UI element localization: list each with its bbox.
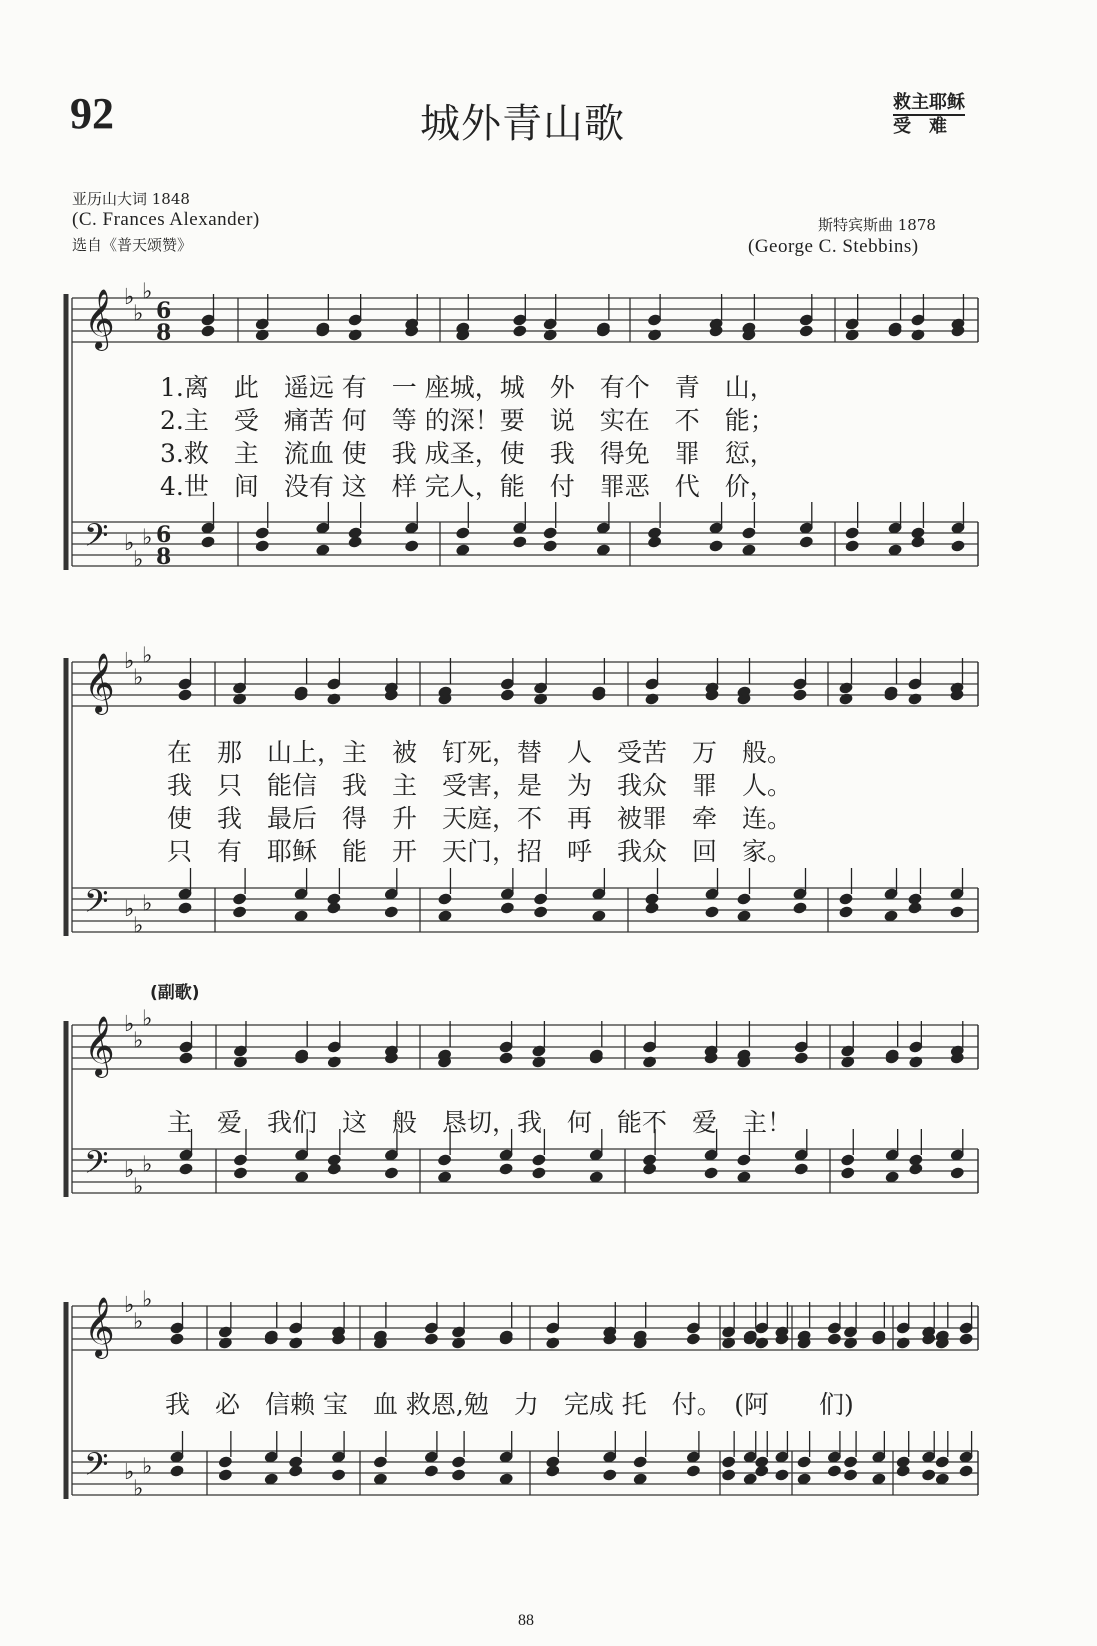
note-head [794, 1052, 808, 1065]
note-head [603, 1469, 617, 1482]
verse-2-line-1: 2.主 受 痛苦 何 等 的深！要 说 实在 不 能； [160, 406, 775, 435]
clefs [84, 280, 171, 1502]
note-head [500, 689, 514, 702]
note-head [331, 1469, 345, 1482]
note-head [633, 1456, 647, 1469]
note-head [533, 893, 547, 906]
flat-sign: ♭ [133, 1174, 144, 1200]
note-head [794, 1163, 808, 1176]
note-head [424, 1465, 438, 1478]
note-head [178, 689, 192, 702]
note-head [799, 536, 813, 549]
note-head [845, 540, 859, 553]
flat-sign: ♭ [124, 649, 135, 674]
note-head [451, 1469, 465, 1482]
note-head [686, 1465, 700, 1478]
note-head [533, 906, 547, 919]
note-head [255, 540, 269, 553]
note-head [705, 906, 719, 919]
note-head [737, 893, 751, 906]
note-head [513, 536, 527, 549]
chorus-line-1: 主 爱 我们 这 般 恳切，我 何 能不 爱 主！ [167, 1108, 793, 1137]
note-head [232, 893, 246, 906]
note-head [289, 1465, 303, 1478]
note-head [255, 527, 269, 540]
note-head [709, 540, 723, 553]
note-head [950, 1167, 964, 1180]
note-head [373, 1456, 387, 1469]
flat-sign: ♭ [133, 301, 144, 327]
treble-clef: 𝄞 [84, 289, 115, 349]
chorus-line-2: 我 必 信赖 宝 血 救恩,勉 力 完成 托 付。 (阿 们) [165, 1390, 854, 1419]
flat-sign: ♭ [142, 1287, 153, 1313]
bass-clef: 𝄢 [84, 517, 109, 561]
flat-sign: ♭ [142, 525, 153, 551]
note-head [843, 1469, 857, 1482]
verse-3-line-1: 3.救 主 流血 使 我 成圣，使 我 得免 罪 愆， [160, 439, 775, 468]
note-head [704, 1167, 718, 1180]
note-head [896, 1465, 910, 1478]
note-head [546, 1465, 560, 1478]
note-head [232, 906, 246, 919]
flat-sign: ♭ [142, 1006, 153, 1032]
flat-sign: ♭ [142, 279, 153, 305]
note-head [737, 1154, 751, 1167]
note-head [179, 1052, 193, 1065]
note-head [799, 325, 813, 338]
verse-1-line-2: 在 那 山上，主 被 钉死，替 人 受苦 万 般。 [167, 738, 793, 767]
note-head [438, 893, 452, 906]
flat-sign: ♭ [133, 547, 144, 573]
note-head [543, 540, 557, 553]
treble-clef: 𝄞 [84, 1016, 115, 1076]
note-head [841, 1167, 855, 1180]
flat-sign: ♭ [124, 1158, 135, 1183]
verse-2-line-2: 我 只 能信 我 主 受害，是 为 我众 罪 人。 [167, 771, 793, 800]
note-head [755, 1465, 769, 1478]
category-line-2: 受 难 [893, 116, 947, 137]
note-head [827, 1333, 841, 1346]
flat-sign: ♭ [124, 285, 135, 310]
note-head [911, 536, 925, 549]
time-signature-bottom: 8 [156, 544, 172, 570]
note-head [908, 902, 922, 915]
note-head [827, 1465, 841, 1478]
flat-sign: ♭ [142, 1152, 153, 1178]
note-head [178, 902, 192, 915]
page-number: 88 [518, 1612, 534, 1629]
note-head [543, 527, 557, 540]
flat-sign: ♭ [133, 1309, 144, 1335]
verse-4-line-2: 只 有 耶稣 能 开 天门，招 呼 我众 回 家。 [167, 837, 793, 866]
note-head [642, 1163, 656, 1176]
note-head [233, 1167, 247, 1180]
note-head [170, 1333, 184, 1346]
note-head [499, 1163, 513, 1176]
hymn-number: 92 [70, 89, 114, 138]
flat-sign: ♭ [133, 1028, 144, 1054]
bass-clef: 𝄢 [84, 1446, 109, 1490]
flat-sign: ♭ [124, 1293, 135, 1318]
note-head [793, 689, 807, 702]
words-credit-en: (C. Frances Alexander) [72, 209, 260, 230]
bass-clef: 𝄢 [84, 1144, 109, 1188]
note-head [959, 1465, 973, 1478]
note-head [686, 1333, 700, 1346]
note-head [405, 540, 419, 553]
note-head [201, 536, 215, 549]
note-head [909, 1163, 923, 1176]
note-head [499, 1052, 513, 1065]
note-head [179, 1163, 193, 1176]
note-head [532, 1167, 546, 1180]
flat-sign: ♭ [133, 1476, 144, 1502]
note-head [721, 1469, 735, 1482]
time-signature-bottom: 8 [156, 320, 172, 346]
flat-sign: ♭ [133, 665, 144, 691]
music-credit-cn: 斯特宾斯曲 1878 [818, 216, 936, 234]
note-head [424, 1333, 438, 1346]
note-head [348, 536, 362, 549]
note-head [935, 1456, 949, 1469]
note-head [922, 1469, 936, 1482]
note-head [437, 1154, 451, 1167]
note-head [327, 902, 341, 915]
category-line-1: 救主耶稣 [893, 92, 965, 116]
note-head [456, 527, 470, 540]
note-head [775, 1469, 789, 1482]
flat-sign: ♭ [124, 1012, 135, 1037]
note-head [645, 902, 659, 915]
note-head [170, 1465, 184, 1478]
note-head [843, 1456, 857, 1469]
note-head [384, 1167, 398, 1180]
note-head [721, 1456, 735, 1469]
note-head [647, 536, 661, 549]
note-head [845, 527, 859, 540]
note-head [742, 527, 756, 540]
note-head [513, 325, 527, 338]
flat-sign: ♭ [142, 1454, 153, 1480]
bass-clef: 𝄢 [84, 883, 109, 927]
flat-sign: ♭ [142, 643, 153, 669]
flat-sign: ♭ [124, 531, 135, 556]
note-head [384, 906, 398, 919]
note-head [500, 902, 514, 915]
time-signature-top: 6 [156, 522, 172, 548]
note-head [797, 1456, 811, 1469]
flat-sign: ♭ [124, 897, 135, 922]
treble-clef: 𝄞 [84, 653, 115, 713]
treble-clef: 𝄞 [84, 1297, 115, 1357]
flat-sign: ♭ [142, 891, 153, 917]
hymn-title: 城外青山歌 [420, 101, 625, 147]
note-head [793, 902, 807, 915]
flat-sign: ♭ [124, 1460, 135, 1485]
note-head [218, 1456, 232, 1469]
note-head [839, 893, 853, 906]
note-head [327, 1163, 341, 1176]
note-head [218, 1469, 232, 1482]
chorus-label: (副歌) [150, 983, 200, 1003]
note-head [951, 540, 965, 553]
note-head [959, 1333, 973, 1346]
note-head [950, 906, 964, 919]
music-credit-en: (George C. Stebbins) [748, 236, 919, 257]
source-credit: 选自《普天颂赞》 [72, 236, 193, 254]
note-head [841, 1154, 855, 1167]
verse-4-line-1: 4.世 间 没有 这 样 完人，能 付 罪恶 代 价， [160, 472, 775, 501]
words-credit-cn: 亚历山大词 1848 [72, 190, 190, 208]
note-head [201, 325, 215, 338]
time-signature-top: 6 [156, 298, 172, 324]
note-head [839, 906, 853, 919]
flat-sign: ♭ [133, 913, 144, 939]
note-head [451, 1456, 465, 1469]
verse-1-line-1: 1.离 此 遥远 有 一 座城，城 外 有个 青 山， [160, 373, 775, 402]
note-head [233, 1154, 247, 1167]
verse-3-line-2: 使 我 最后 得 升 天庭，不 再 被罪 牵 连。 [167, 804, 793, 833]
note-head [532, 1154, 546, 1167]
